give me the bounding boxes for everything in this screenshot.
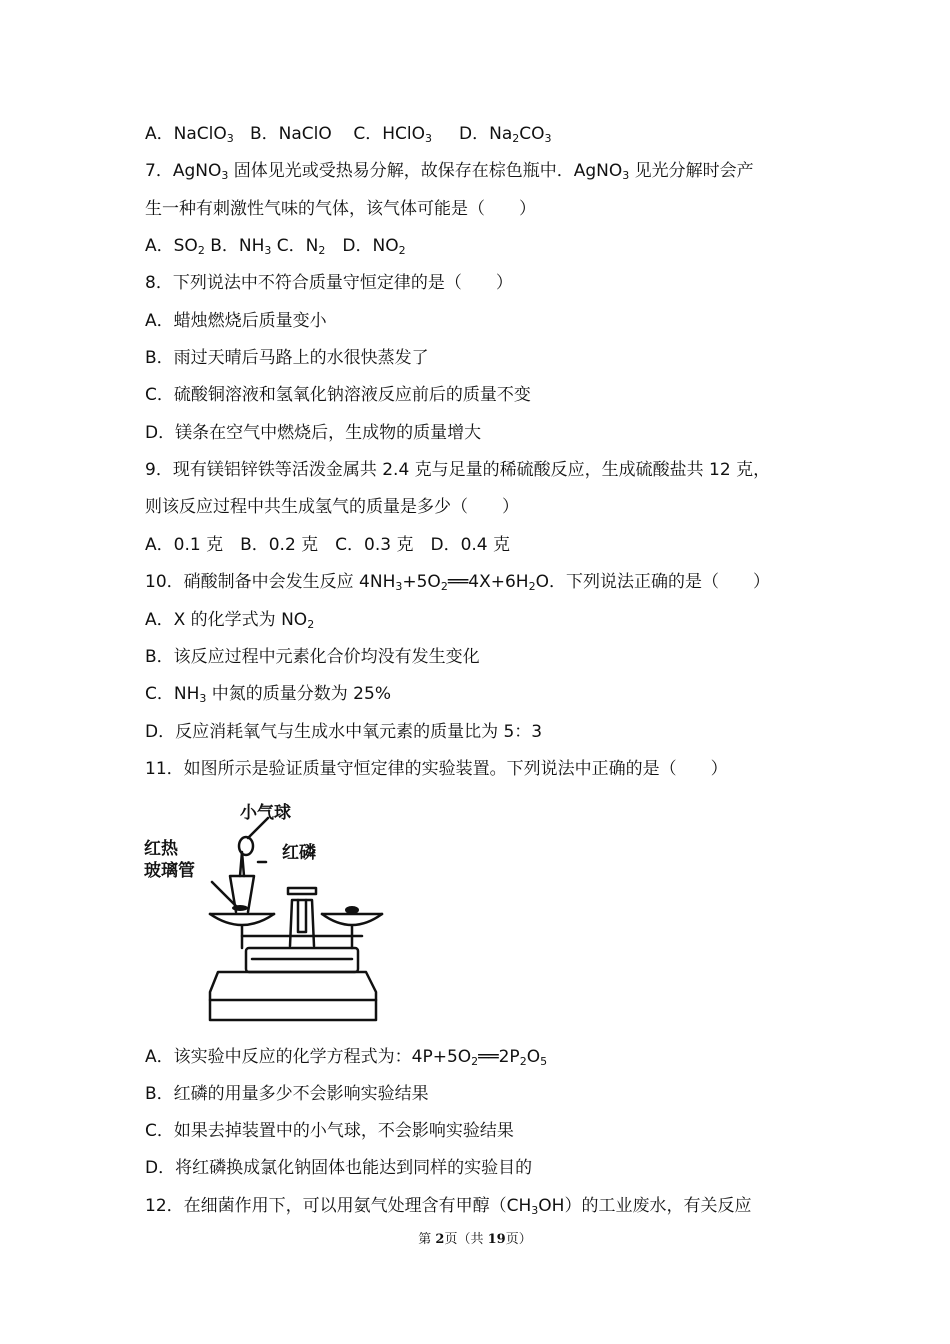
q11-option-c: C．如果去掉装置中的小气球，不会影响实验结果 — [145, 1121, 514, 1141]
q11-stem: 11．如图所示是验证质量守恒定律的实验装置。下列说法中正确的是（ ） — [145, 759, 728, 779]
q11-option-a: A．该实验中反应的化学方程式为：$4P+5O_2══2P_2O_5$ — [145, 1047, 548, 1068]
q8-stem: 8．下列说法中不符合质量守恒定律的是（ ） — [145, 273, 513, 293]
label-balloon: 小气球 — [240, 803, 291, 823]
q11-option-b: B．红磷的用量多少不会影响实验结果 — [145, 1084, 429, 1104]
page-footer: 第 2页（共 19页） — [418, 1232, 532, 1247]
q9-options: A．0.1 克 B．0.2 克 C．0.3 克 D．0.4 克 — [145, 535, 511, 555]
q10-option-a: A．X 的化学式为 $NO_2$ — [145, 610, 315, 631]
q6-option-a: A．NaClO$_3$ — [145, 124, 234, 145]
page-number: 2 — [435, 1232, 445, 1247]
label-glass-tube-1: 红热 — [144, 839, 178, 859]
q7-stem-line-2: 生一种有刺激性气味的气体，该气体可能是（ ） — [145, 199, 536, 219]
q8-option-c: C．硫酸铜溶液和氢氧化钠溶液反应前后的质量不变 — [145, 385, 531, 405]
page-total: 19 — [487, 1232, 506, 1247]
label-red-phosphorus: 红磷 — [282, 843, 316, 863]
q6-option-b: B．NaClO — [249, 124, 332, 144]
q10-option-b: B．该反应过程中元素化合价均没有发生变化 — [145, 647, 480, 667]
balance-apparatus-figure — [140, 796, 400, 1028]
q6-option-c: C．HClO$_3$ — [353, 124, 433, 145]
q7-stem-line-1: 7．AgNO$_3$ 固体见光或受热易分解，故保存在棕色瓶中．AgNO$_3$ 见光分解时会产 — [145, 161, 754, 182]
q6-options — [145, 123, 552, 145]
q9-stem-line-2: 则该反应过程中共生成氢气的质量是多少（ ） — [145, 497, 519, 517]
q7-options: A．$SO_2$ B．$NH_3$ C．$N_2$ D．$NO_2$ — [145, 236, 406, 257]
q10-stem: 10．硝酸制备中会发生反应 $4NH_3+5O_2══4X+6H_2O$．下列说法正确的是（ ） — [145, 572, 770, 593]
q8-option-a: A．蜡烛燃烧后质量变小 — [145, 311, 327, 331]
q12-stem: 12．在细菌作用下，可以用氨气处理含有甲醇$(CH_3OH)$的工业废水，有关反应 — [145, 1196, 752, 1217]
q9-stem-line-1: 9．现有镁铝锌铁等活泼金属共 2.4 克与足量的稀硫酸反应，生成硫酸盐共 12 克， — [145, 460, 771, 480]
label-glass-tube-2: 玻璃管 — [144, 861, 195, 881]
q10-option-c: C．$NH_3$ 中氮的质量分数为 25% — [145, 684, 391, 705]
q11-option-d: D．将红磷换成氯化钠固体也能达到同样的实验目的 — [145, 1158, 533, 1178]
q6-option-d: D．$Na_2CO_3$ — [459, 124, 552, 145]
q8-option-b: B．雨过天晴后马路上的水很快蒸发了 — [145, 348, 429, 368]
q10-option-d: D．反应消耗氧气与生成水中氧元素的质量比为 5：3 — [145, 722, 543, 742]
q8-option-d: D．镁条在空气中燃烧后，生成物的质量增大 — [145, 423, 482, 443]
